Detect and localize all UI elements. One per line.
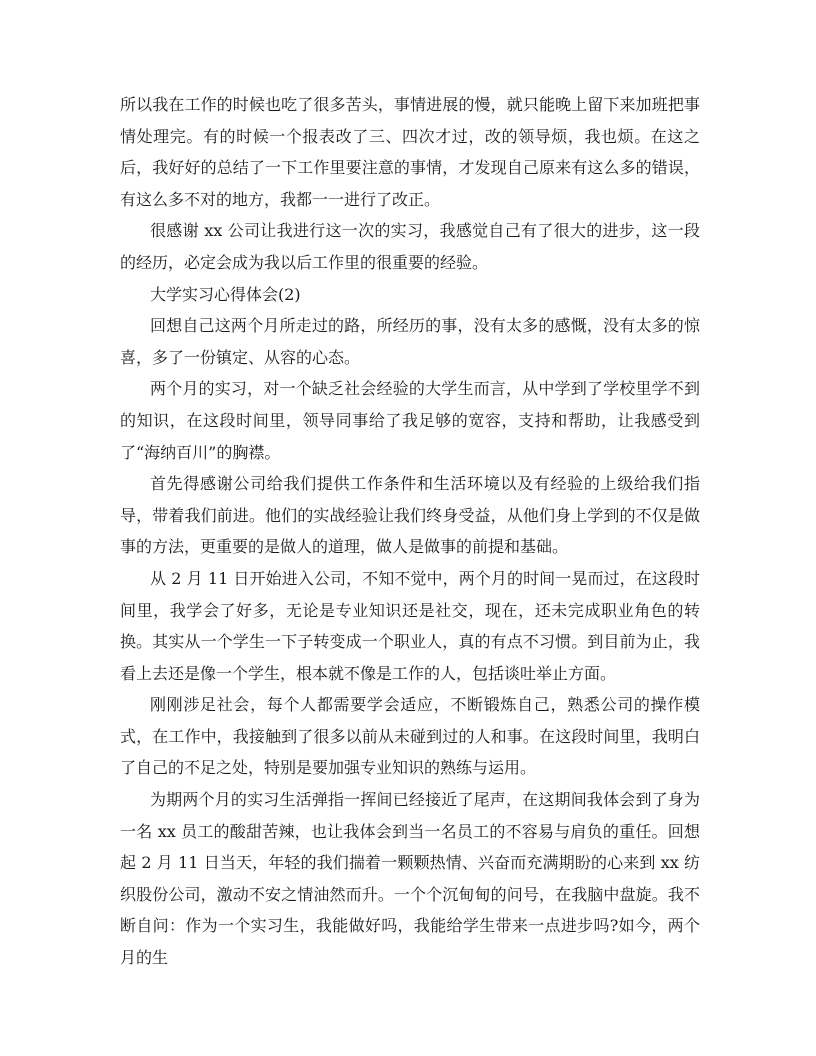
paragraph-2: 很感谢 xx 公司让我进行这一次的实习，我感觉自己有了很大的进步，这一段的经历，必定会成为我以后工作里的很重要的经验。 [120, 221, 700, 272]
paragraph-6: 从 2 月 11 日开始进入公司，不知不觉中，两个月的时间一晃而过，在这段时间里，我学会了好多，无论是专业知识还是社交，现在，还未完成职业角色的转换。其实从一个学生一下子转变成一个职业人，真的有点不习惯。到目前为止，我看上去还是像一个学生，根本就不像是工作的人，包括谈吐举止方面。 [120, 568, 700, 683]
document-body [120, 89, 700, 974]
paragraph-8: 为期两个月的实习生活弹指一挥间已经接近了尾声，在这期间我体会到了身为一名 xx 员工的酸甜苦辣，也让我体会到当一名员工的不容易与肩负的重任。回想起 2 月 11 日当天，年轻的我们揣着一颗颗热情、兴奋而充满期盼的心来到 xx 纺织股份公司，激动不安之情油然而升。一个个沉甸甸的问号，在我脑中盘旋。我不断自问：作为一个实习生，我能做好吗，我能给学生带来一点进步吗?如今，两个月的生 [120, 790, 700, 968]
paragraph-4: 两个月的实习，对一个缺乏社会经验的大学生而言，从中学到了学校里学不到的知识，在这段时间里，领导同事给了我足够的宽容，支持和帮助，让我感受到了“海纳百川”的胸襟。 [120, 379, 700, 462]
paragraph-1: 所以我在工作的时候也吃了很多苦头，事情进展的慢，就只能晚上留下来加班把事情处理完。有的时候一个报表改了三、四次才过，改的领导烦，我也烦。在这之后，我好好的总结了一下工作里要注意的事情，才发现自己原来有这么多的错误，有这么多不对的地方，我都一一进行了改正。 [120, 95, 700, 209]
section-heading: 大学实习心得体会(2) [150, 284, 301, 304]
paragraph-5: 首先得感谢公司给我们提供工作条件和生活环境以及有经验的上级给我们指导，带着我们前进。他们的实战经验让我们终身受益，从他们身上学到的不仅是做事的方法，更重要的是做人的道理，做人是做事的前提和基础。 [120, 474, 700, 557]
paragraph-3: 回想自己这两个月所走过的路，所经历的事，没有太多的感慨，没有太多的惊喜，多了一份镇定、从容的心态。 [120, 316, 700, 367]
paragraph-7: 刚刚涉足社会，每个人都需要学会适应，不断锻炼自己，熟悉公司的操作模式，在工作中，我接触到了很多以前从未碰到过的人和事。在这段时间里，我明白了自己的不足之处，特别是要加强专业知识的熟练与运用。 [120, 695, 700, 778]
